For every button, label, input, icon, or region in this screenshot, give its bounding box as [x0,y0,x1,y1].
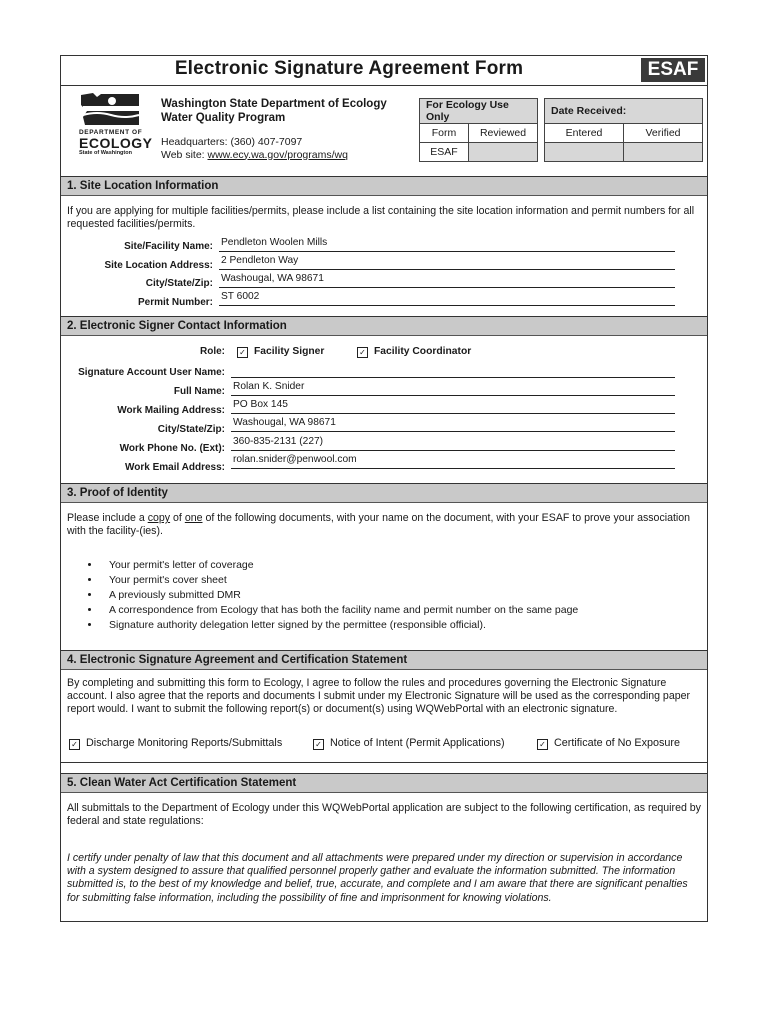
site-facility-name-field[interactable]: Pendleton Woolen Mills [219,237,675,252]
proof-documents-list [81,558,578,633]
option-label: Notice of Intent (Permit Applications) [330,737,505,749]
work-mailing-address-label: Work Mailing Address: [117,405,225,416]
verified-cell: Verified [624,124,703,143]
work-mailing-address-field[interactable]: PO Box 145 [231,399,675,414]
site-city-state-zip-field[interactable]: Washougal, WA 98671 [219,273,675,288]
site-city-state-zip-label: City/State/Zip: [145,278,213,289]
site-facility-name-label: Site/Facility Name: [124,241,213,252]
logo-dept-text: DEPARTMENT OF [79,129,143,136]
signature-account-user-name-field[interactable] [231,363,675,378]
role-facility-signer-label: Facility Signer [254,346,325,357]
agency-contact [161,136,348,161]
site-location-address-label: Site Location Address: [104,260,213,271]
checkbox-icon[interactable]: ✓ [69,739,80,750]
list-item: • Signature authority delegation letter signed by the permittee (responsible official). [101,618,578,633]
headquarters-phone: Headquarters: (360) 407-7097 [161,136,303,148]
permit-number-label: Permit Number: [137,297,213,308]
checkbox-icon[interactable]: ✓ [237,347,248,358]
list-item: • Your permit's letter of coverage [101,558,578,573]
signer-city-state-zip-field[interactable]: Washougal, WA 98671 [231,417,675,432]
form-title: Electronic Signature Agreement Form [174,58,524,79]
section-3-header: 3. Proof of Identity [61,483,707,503]
checkbox-icon[interactable]: ✓ [313,739,324,750]
section-5-header: 5. Clean Water Act Certification Statement [61,773,707,793]
logo-state-text: State of Washington [79,150,132,156]
full-name-field[interactable]: Rolan K. Snider [231,381,675,396]
website-link[interactable]: www.ecy.wa.gov/programs/wq [207,148,348,161]
date-received-label: Date Received: [545,99,703,124]
esaf-reviewed-cell [469,143,538,162]
option-discharge-monitoring[interactable] [69,737,282,750]
checkbox-icon[interactable]: ✓ [357,347,368,358]
option-label: Certificate of No Exposure [554,737,681,749]
washington-state-icon [79,89,141,127]
esaf-badge: ESAF [641,58,705,82]
role-facility-coordinator-label: Facility Coordinator [374,346,472,357]
esaf-entered-cell [545,143,624,162]
section-5-text: All submittals to the Department of Ecology under this WQWebPortal application are subject to the following certification, as required by federal and state regulations: [67,802,701,828]
agency-name [161,97,387,125]
website-row [161,149,348,162]
signer-city-state-zip-label: City/State/Zip: [157,424,225,435]
ecology-logo [79,89,153,156]
option-label: Discharge Monitoring Reports/Submittals [86,737,283,749]
logo-ecology-text: ECOLOGY [79,135,153,151]
form-cell: Form [420,124,469,143]
ecology-use-only-table [419,98,703,162]
agency-line2: Water Quality Program [161,112,286,124]
option-certificate-no-exposure[interactable] [537,737,680,750]
permit-number-field[interactable]: ST 6002 [219,291,675,306]
agency-line1: Washington State Department of Ecology [161,98,387,110]
esaf-cell: ESAF [420,143,469,162]
section-1-header: 1. Site Location Information [61,176,707,196]
option-notice-of-intent[interactable] [313,737,505,750]
role-label: Role: [200,346,225,357]
title-bar [61,56,707,86]
work-phone-field[interactable]: 360-835-2131 (227) [231,436,675,451]
section-1-intro: If you are applying for multiple facilities/permits, please include a list containing the site location information and permit numbers for all requested facilities/permits. [67,205,695,231]
list-item: • A correspondence from Ecology that has both the facility name and permit number on the same page [101,603,578,618]
esaf-verified-cell [624,143,703,162]
section-3-intro: Please include a copy of one of the following documents, with your name on the document, with your ESAF to prove your association with the facility-(ies). [67,512,691,538]
list-item: • A previously submitted DMR [101,588,578,603]
full-name-label: Full Name: [173,386,225,397]
section-4-header: 4. Electronic Signature Agreement and Certification Statement [61,650,707,670]
certification-statement: I certify under penalty of law that this document and all attachments were prepared under my direction or supervision in accordance with a system designed to assure that qualified personnel properly gather and evaluate the information submitted. The information submitted is, to the best of my knowledge and belief, true, accurate, and complete and I am aware that there are significant penalties for submitting false information, including the possibility of fine and imprisonment for knowing violations. [67,852,688,904]
office-use-title: For Ecology Use Only [420,99,538,124]
entered-cell: Entered [545,124,624,143]
section-2-header: 2. Electronic Signer Contact Information [61,316,707,336]
list-item: • Your permit's cover sheet [101,573,578,588]
signature-account-user-name-label: Signature Account User Name: [78,367,225,378]
reviewed-cell: Reviewed [469,124,538,143]
section-divider [61,762,707,763]
work-email-label: Work Email Address: [124,462,225,473]
work-phone-label: Work Phone No. (Ext): [119,443,225,454]
work-email-field[interactable]: rolan.snider@penwool.com [231,454,675,469]
role-facility-signer[interactable] [237,346,324,358]
esaf-form [60,55,708,922]
checkbox-icon[interactable]: ✓ [537,739,548,750]
section-4-text: By completing and submitting this form to Ecology, I agree to follow the rules and procedures governing the Electronic Signature account. I also agree that the reports and documents I submit under my Electronic Signature will be used as the corresponding paper report would. I want to submit the following report(s) or document(s) using WQWebPortal with an electronic signature. [67,677,691,716]
role-facility-coordinator[interactable] [357,346,471,358]
site-location-address-field[interactable]: 2 Pendleton Way [219,255,675,270]
website-label: Web site: [161,148,205,161]
